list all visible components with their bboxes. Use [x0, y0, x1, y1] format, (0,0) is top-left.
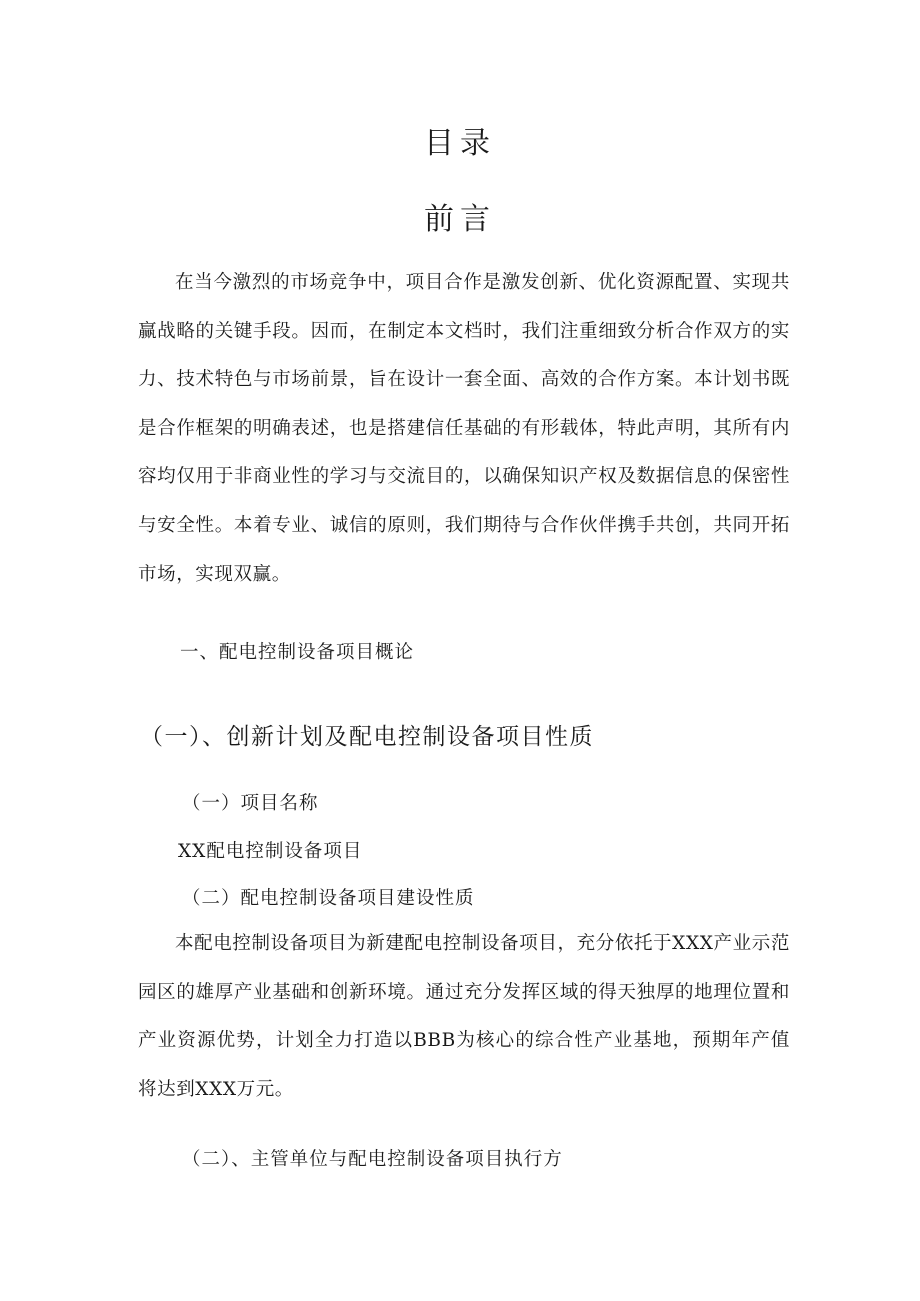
- project-name-text: XX配电控制设备项目: [178, 841, 363, 862]
- subsection-heading-innovation-plan: （一）、创新计划及配电控制设备项目性质: [140, 724, 594, 750]
- item-heading-project-name: （一）项目名称: [182, 793, 319, 814]
- toc-title: 目录: [424, 126, 496, 161]
- section-heading-overview: 一、配电控制设备项目概论: [180, 642, 415, 663]
- project-nature-paragraph: 本配电控制设备项目为新建配电控制设备项目，充分依托于XXX产业示范园区的雄厚产业基础和创新环境。通过充分发挥区域的得天独厚的地理位置和产业资源优势，计划全力打造以BBB为核心的综合性产业基地，预期年产值将达到XXX万元。: [138, 933, 790, 1100]
- item-heading-construction-nature: （二）配电控制设备项目建设性质: [182, 888, 475, 909]
- subsection-heading-executing-party: （二）、主管单位与配电控制设备项目执行方: [182, 1149, 563, 1170]
- preface-paragraph: 在当今激烈的市场竞争中，项目合作是激发创新、优化资源配置、实现共赢战略的关键手段。因而，在制定本文档时，我们注重细致分析合作双方的实力、技术特色与市场前景，旨在设计一套全面、高效的合作方案。本计划书既是合作框架的明确表述，也是搭建信任基础的有形载体，特此声明，其所有内容均仅用于非商业性的学习与交流目的，以确保知识产权及数据信息的保密性与安全性。本着专业、诚信的原则，我们期待与合作伙伴携手共创，共同开拓市场，实现双赢。: [138, 272, 790, 585]
- preface-title: 前言: [424, 202, 496, 237]
